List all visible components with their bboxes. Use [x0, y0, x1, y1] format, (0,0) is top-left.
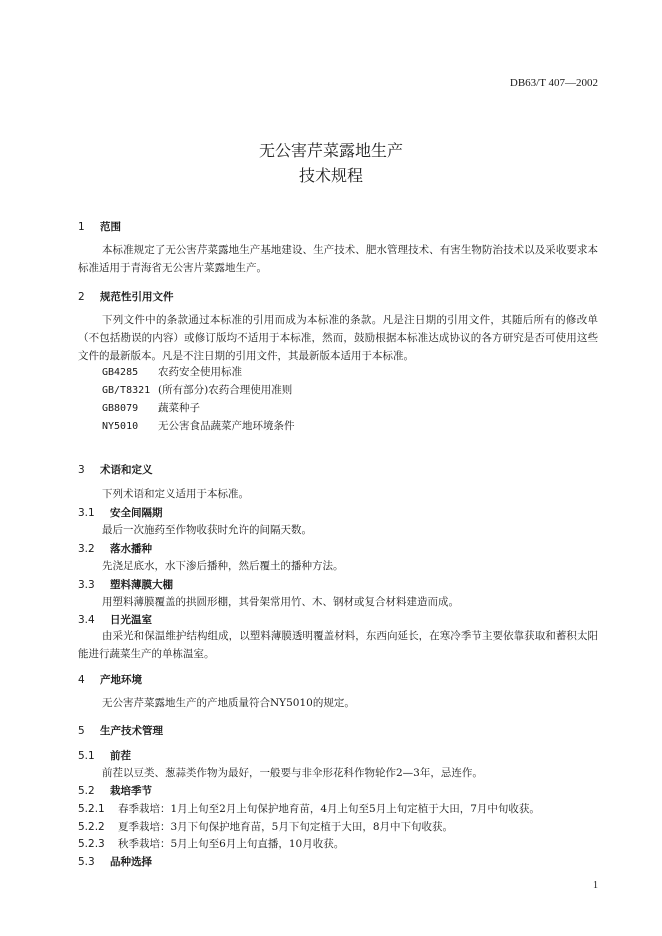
- reference-code: GB4285: [102, 367, 139, 378]
- subsection-title: 品种选择: [110, 856, 152, 868]
- reference-name: (所有部分)农药合理使用准则: [158, 384, 293, 396]
- section-2-heading: [78, 289, 174, 304]
- section-4-heading: [78, 672, 142, 687]
- subsection-5-2-heading: [78, 783, 152, 798]
- subsection-5-1-heading: [78, 748, 131, 763]
- term-number: 3.2: [78, 543, 95, 555]
- section-1-heading: [78, 219, 121, 234]
- clause-text: 春季栽培：1月上旬至2月上旬保护地育苗，4月上旬至5月上旬定植于大田，7月中旬收获。: [118, 803, 540, 815]
- clause-number: 5.2.1: [78, 803, 105, 815]
- reference-item: [102, 400, 200, 415]
- section-title: 范围: [100, 221, 121, 233]
- clause-text: 秋季栽培：5月上旬至6月上旬直播，10月收获。: [118, 838, 345, 850]
- section-number: 5: [78, 725, 85, 737]
- subsection-title: 前茬: [110, 750, 131, 762]
- term-title: 日光温室: [110, 614, 152, 626]
- subsection-title: 栽培季节: [110, 785, 152, 797]
- clause-5-2-3: [78, 836, 344, 851]
- section-title: 术语和定义: [100, 464, 153, 476]
- term-number: 3.1: [78, 507, 95, 519]
- section-number: 1: [78, 221, 85, 233]
- section-5-heading: [78, 723, 163, 738]
- reference-item: [102, 418, 295, 433]
- term-heading: [78, 612, 152, 627]
- section-3-heading: [78, 462, 153, 477]
- clause-5-2-1: [78, 801, 540, 816]
- term-definition: 先浇足底水，水下渗后播种，然后覆土的播种方法。: [102, 560, 344, 572]
- section-4-text: 无公害芹菜露地生产的产地质量符合NY5010的规定。: [102, 697, 355, 709]
- reference-code: NY5010: [102, 421, 139, 432]
- clause-number: 5.2.3: [78, 838, 105, 850]
- reference-name: 无公害食品蔬菜产地环境条件: [158, 420, 295, 432]
- term-heading: [78, 577, 173, 592]
- clause-5-2-2: [78, 819, 453, 834]
- term-number: 3.3: [78, 579, 95, 591]
- term-definition: 由采光和保温维护结构组成，以塑料薄膜透明覆盖材料，东西向延长，在寒冷季节主要依靠获取和蓄积太阳能进行蔬菜生产的单栋温室。: [78, 630, 598, 660]
- section-title: 生产技术管理: [100, 725, 163, 737]
- subsection-number: 5.1: [78, 750, 95, 762]
- section-3-intro: 下列术语和定义适用于本标准。: [102, 488, 249, 500]
- term-number: 3.4: [78, 614, 95, 626]
- section-number: 4: [78, 674, 85, 686]
- reference-item: [102, 382, 292, 397]
- page-number: 1: [593, 880, 598, 891]
- term-definition: 用塑料薄膜覆盖的拱圆形棚，其骨架常用竹、木、钢材或复合材料建造而成。: [102, 596, 459, 608]
- subsection-5-1-text: 前茬以豆类、葱蒜类作物为最好，一般要与非伞形花科作物轮作2—3年，忌连作。: [102, 767, 483, 779]
- reference-item: [102, 364, 242, 379]
- subsection-number: 5.3: [78, 856, 95, 868]
- clause-text: 夏季栽培：3月下旬保护地育苗，5月下旬定植于大田，8月中下旬收获。: [118, 821, 454, 833]
- section-title: 规范性引用文件: [100, 291, 174, 303]
- reference-code: GB/T8321: [102, 385, 151, 396]
- term-heading: [78, 505, 163, 520]
- section-number: 3: [78, 464, 85, 476]
- section-title: 产地环境: [100, 674, 142, 686]
- subsection-5-3-heading: [78, 854, 152, 869]
- subsection-number: 5.2: [78, 785, 95, 797]
- term-definition: 最后一次施药至作物收获时允许的间隔天数。: [102, 524, 312, 536]
- reference-name: 蔬菜种子: [158, 402, 200, 414]
- section-1-text: 本标准规定了无公害芹菜露地生产基地建设、生产技术、肥水管理技术、有害生物防治技术以及采收要求本标准适用于青海省无公害片菜露地生产。: [78, 244, 598, 274]
- reference-name: 农药安全使用标准: [158, 366, 242, 378]
- clause-number: 5.2.2: [78, 821, 105, 833]
- standard-code: DB63/T 407—2002: [509, 77, 598, 89]
- term-title: 落水播种: [110, 543, 152, 555]
- reference-code: GB8079: [102, 403, 139, 414]
- document-title: 无公害芹菜露地生产: [258, 141, 403, 160]
- section-2-text: 下列文件中的条款通过本标准的引用而成为本标准的条款。凡是注日期的引用文件，其随后所有的修改单（不包括勘误的内容）或修订版均不适用于本标准，然而，鼓励根据本标准达成协议的各方研究是否可使用这些文件的最新版本。凡是不注日期的引用文件，其最新版本适用于本标准。: [78, 314, 598, 362]
- term-title: 塑料薄膜大棚: [110, 579, 173, 591]
- document-subtitle: 技术规程: [298, 166, 363, 185]
- term-heading: [78, 541, 152, 556]
- term-title: 安全间隔期: [110, 507, 163, 519]
- section-number: 2: [78, 291, 85, 303]
